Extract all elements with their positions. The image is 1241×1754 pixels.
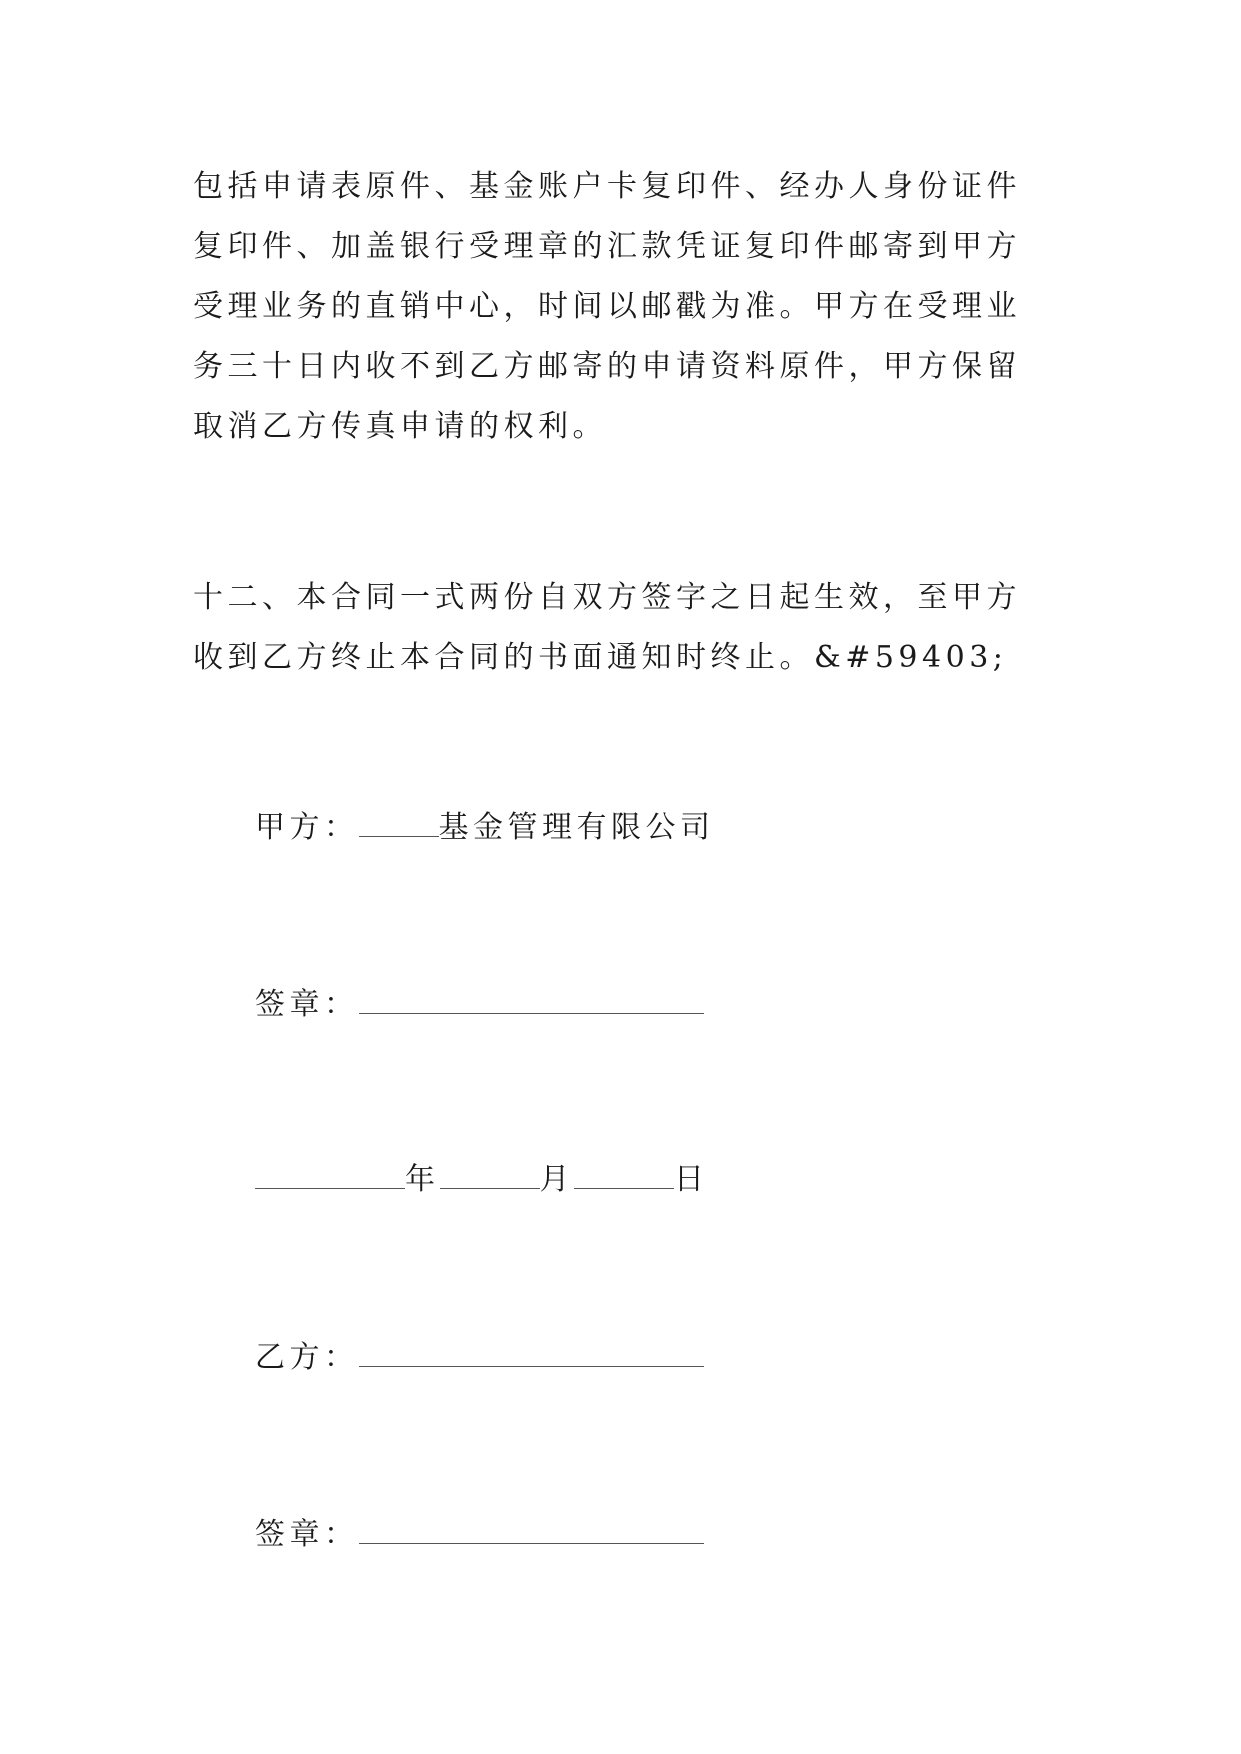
party-b-label: 乙方： (255, 1340, 359, 1375)
paragraph-application-materials: 包括申请表原件、基金账户卡复印件、经办人身份证件复印件、加盖银行受理章的汇款凭证复印件邮寄到甲方受理业务的直销中心，时间以邮戳为准。甲方在受理业务三十日内收不到乙方邮寄的申请资料原件，甲方保留取消乙方传真申请的权利。 (193, 169, 1021, 444)
seal-b-blank (359, 1517, 704, 1544)
seal-b-label: 签章： (255, 1517, 359, 1552)
party-b-seal-line (255, 1515, 704, 1555)
paragraph-clause-twelve: 十二、本合同一式两份自双方签字之日起生效，至甲方收到乙方终止本合同的书面通知时终止。&#59403; (193, 580, 1021, 675)
party-a-label: 甲方： (255, 810, 359, 845)
party-b-blank (359, 1340, 704, 1367)
date-day-blank (574, 1162, 674, 1189)
party-b-line (255, 1338, 704, 1378)
seal-a-blank (359, 987, 704, 1014)
party-a-seal-line (255, 985, 704, 1025)
party-a-blank (359, 810, 439, 837)
date-month-label: 月 (539, 1162, 574, 1197)
date-month-blank (440, 1162, 540, 1189)
party-a-company-suffix: 基金管理有限公司 (438, 810, 715, 845)
party-a-line (255, 808, 715, 848)
seal-a-label: 签章： (255, 987, 359, 1022)
date-day-label: 日 (674, 1162, 709, 1197)
date-year-label: 年 (405, 1162, 440, 1197)
date-year-blank (255, 1162, 405, 1189)
date-line (255, 1160, 709, 1200)
